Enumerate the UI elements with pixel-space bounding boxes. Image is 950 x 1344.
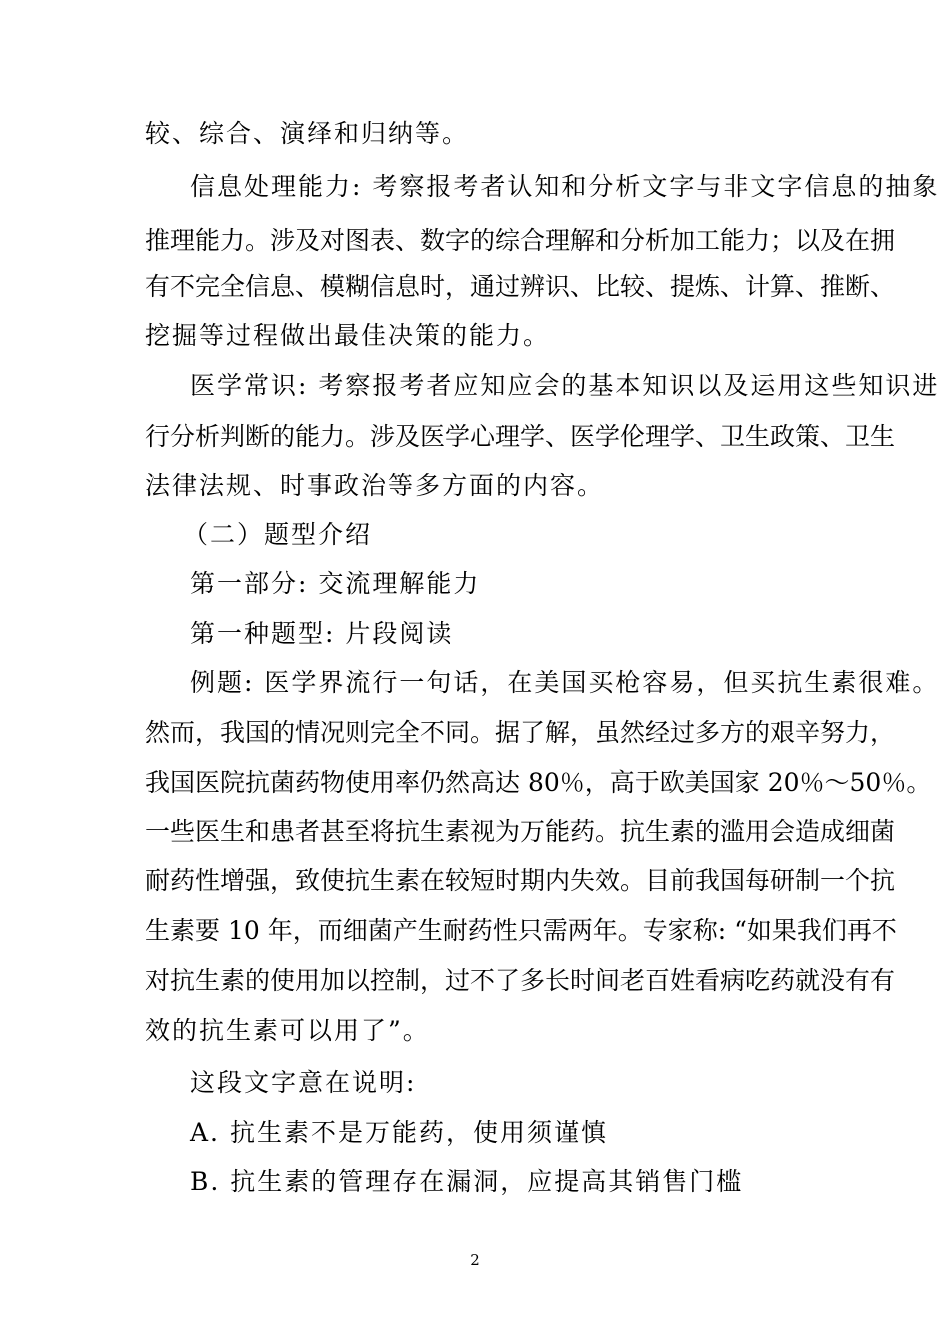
question-stem: 这段文字意在说明: bbox=[190, 1068, 417, 1097]
paragraph-line: 例题: 医学界流行一句话，在美国买枪容易，但买抗生素很难。 bbox=[190, 668, 940, 697]
option-a: A. 抗生素不是万能药，使用须谨慎 bbox=[190, 1118, 608, 1147]
page-number: 2 bbox=[470, 1251, 480, 1269]
paragraph-line: 挖掘等过程做出最佳决策的能力。 bbox=[145, 321, 551, 350]
paragraph-line: 有不完全信息、模糊信息时，通过辨识、比较、提炼、计算、推断、 bbox=[145, 272, 896, 301]
paragraph-line: 对抗生素的使用加以控制，过不了多长时间老百姓看病吃药就没有有 bbox=[145, 966, 896, 995]
paragraph-line: 生素要 10 年，而细菌产生耐药性只需两年。专家称: “如果我们再不 bbox=[145, 916, 897, 945]
paragraph-line: 法律法规、时事政治等多方面的内容。 bbox=[145, 471, 605, 500]
paragraph-line: 一些医生和患者甚至将抗生素视为万能药。抗生素的滥用会造成细菌 bbox=[145, 817, 896, 846]
paragraph-line: 耐药性增强，致使抗生素在较短时期内失效。目前我国每研制一个抗 bbox=[145, 866, 896, 895]
section-heading: （二）题型介绍 bbox=[183, 520, 373, 549]
paragraph-line: 然而，我国的情况则完全不同。据了解，虽然经过多方的艰辛努力， bbox=[145, 718, 896, 747]
paragraph-line: 行分析判断的能力。涉及医学心理学、医学伦理学、卫生政策、卫生 bbox=[145, 422, 896, 451]
paragraph-line: 医学常识: 考察报考者应知应会的基本知识以及运用这些知识进 bbox=[190, 371, 940, 400]
paragraph-line: 效的抗生素可以用了”。 bbox=[145, 1016, 430, 1045]
question-type-heading: 第一种题型: 片段阅读 bbox=[190, 619, 454, 648]
paragraph-line: 推理能力。涉及对图表、数字的综合理解和分析加工能力；以及在拥 bbox=[145, 226, 896, 255]
paragraph-line: 信息处理能力: 考察报考者认知和分析文字与非文字信息的抽象 bbox=[190, 172, 940, 201]
part-heading: 第一部分: 交流理解能力 bbox=[190, 569, 481, 598]
paragraph-line: 我国医院抗菌药物使用率仍然高达 80％，高于欧美国家 20％～50％。 bbox=[145, 768, 932, 797]
option-b: B. 抗生素的管理存在漏洞，应提高其销售门槛 bbox=[190, 1167, 744, 1196]
paragraph-line: 较、综合、演绎和归纳等。 bbox=[145, 119, 470, 148]
